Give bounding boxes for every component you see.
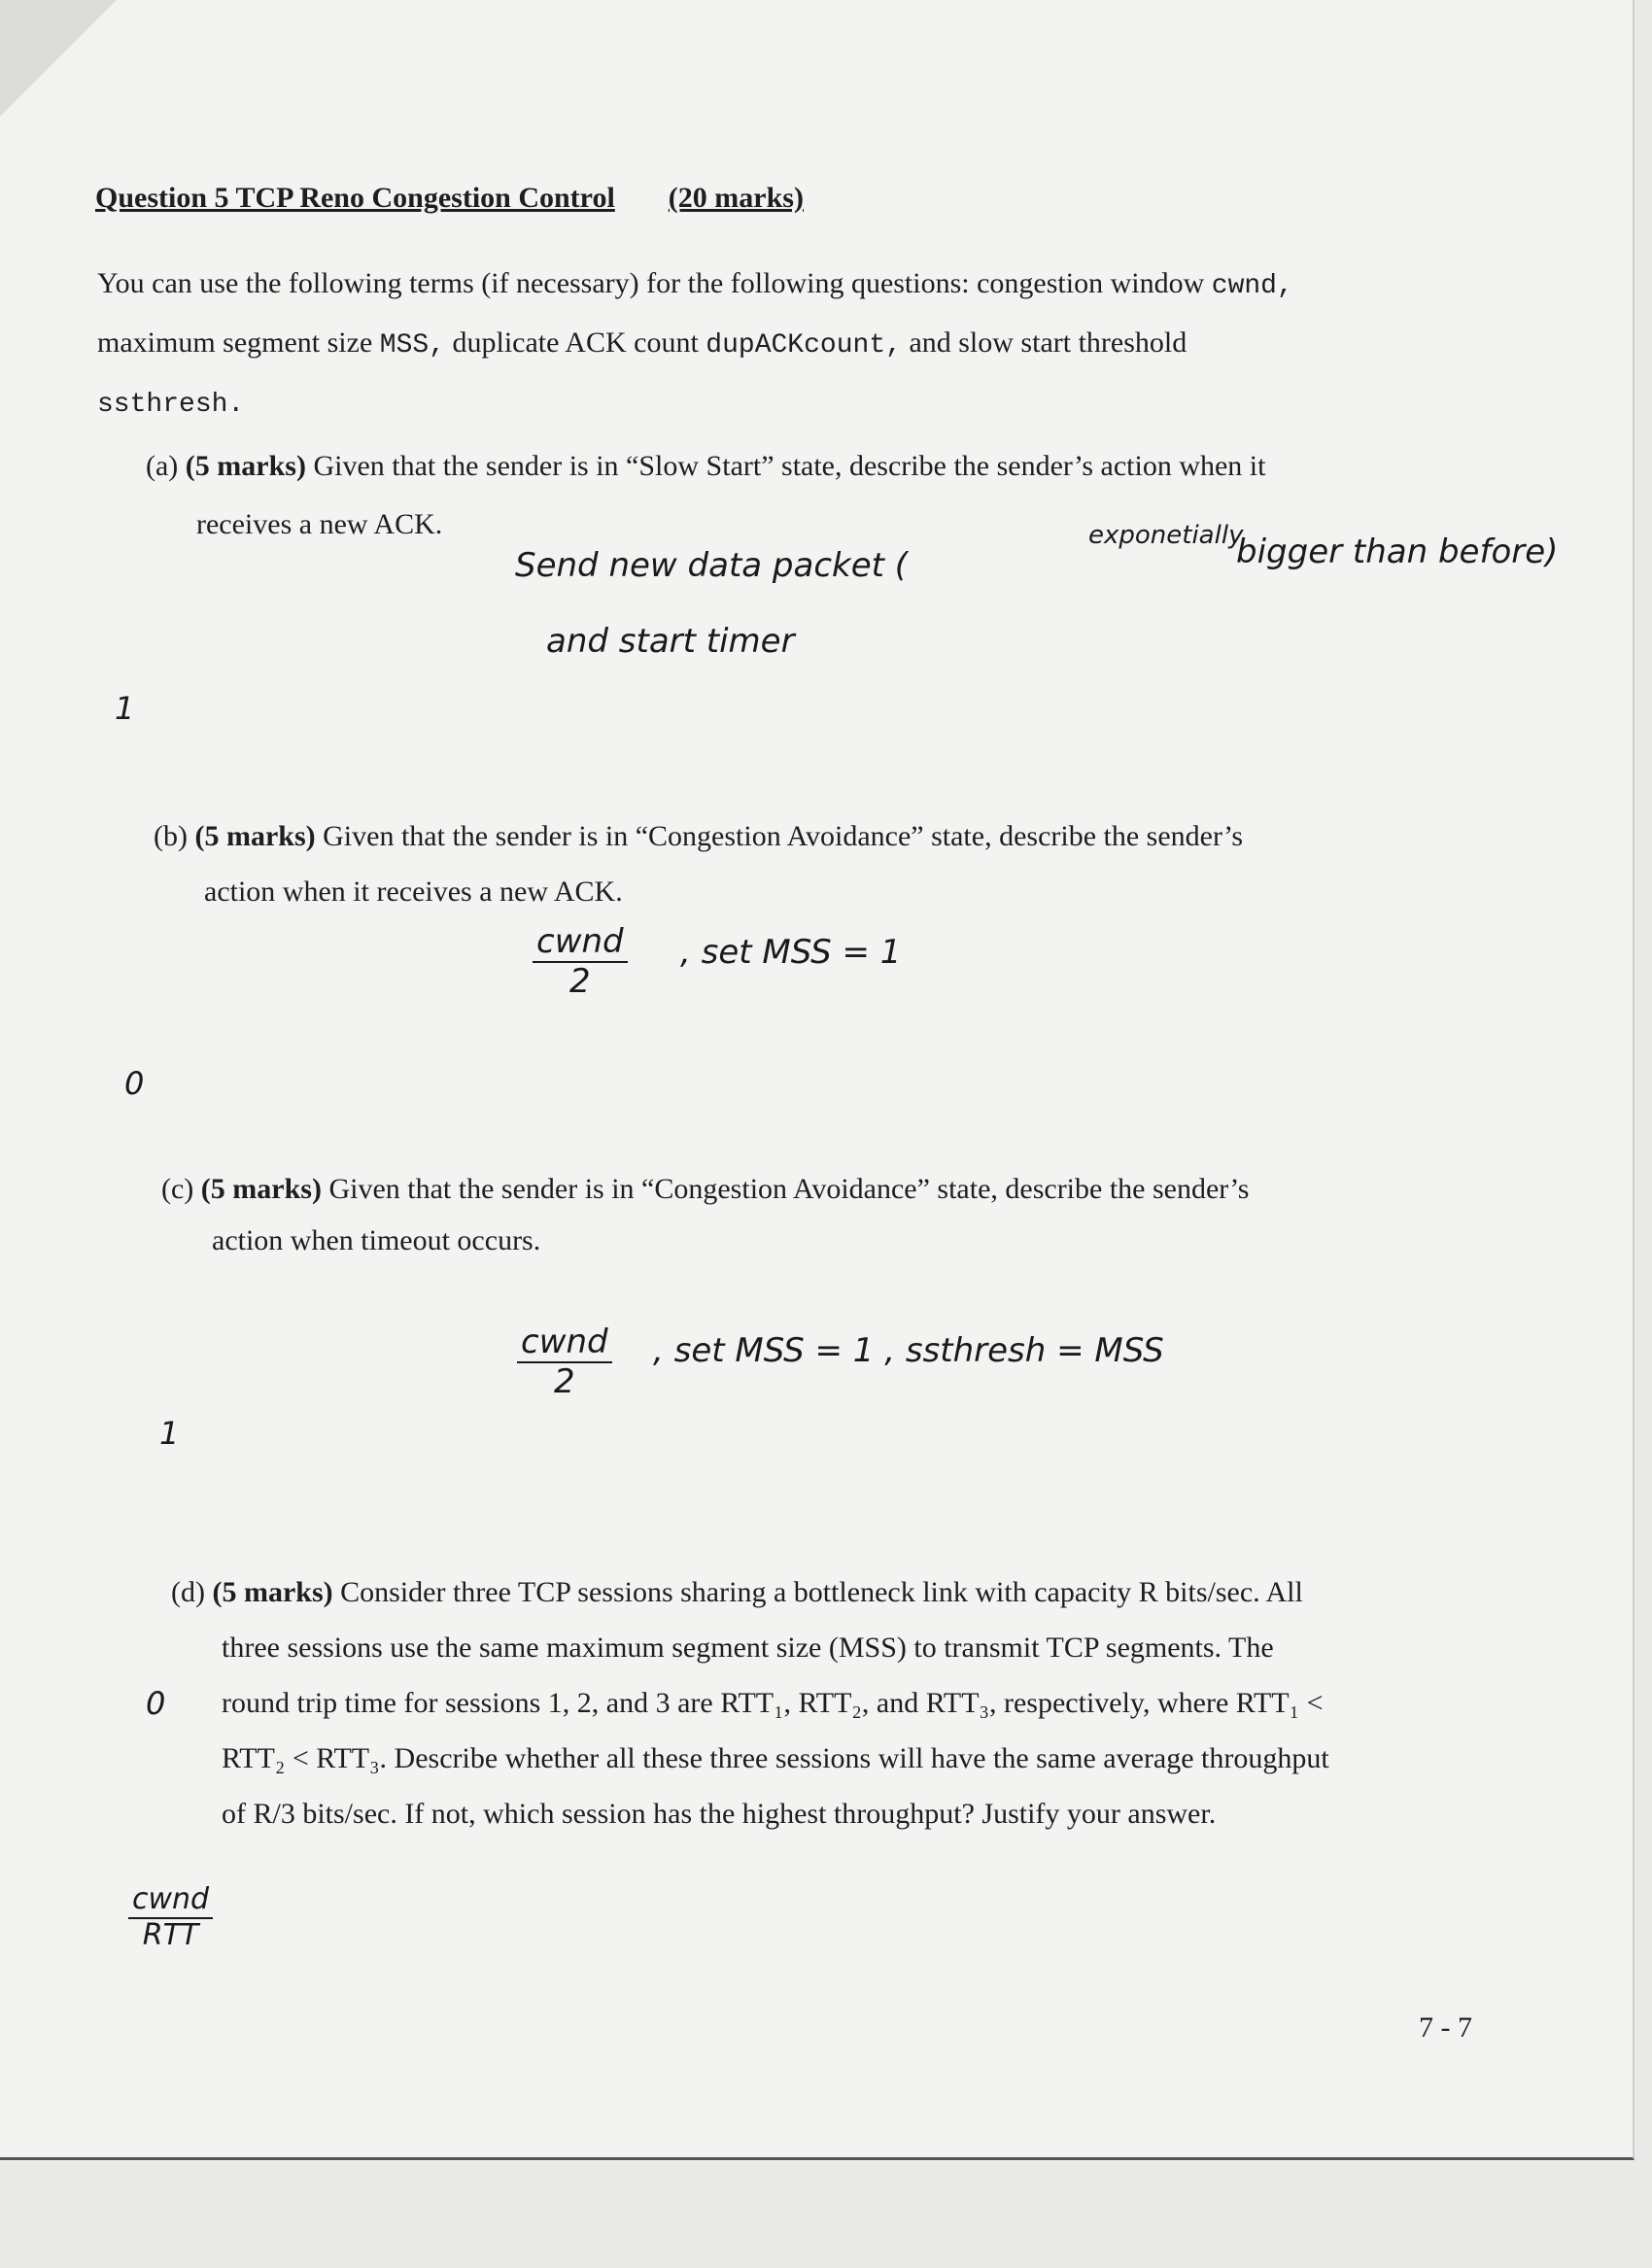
part-c-text-1: Given that the sender is in “Congestion Avoidance” state, describe the sender’s [321,1173,1250,1205]
intro-text-1: You can use the following terms (if necessary) for the following questions: congestion window [97,267,1212,299]
intro-text-2: maximum segment size [97,326,380,359]
term-mss: MSS, [379,330,445,361]
score-a: 1 [115,690,135,727]
answer-d-numerator: cwnd [128,1883,213,1919]
part-d-line-2: three sessions use the same maximum segment size (MSS) to transmit TCP segments. The [222,1632,1274,1664]
answer-b-rest: , set MSS = 1 [680,933,902,972]
part-d-label: (d) [171,1576,205,1608]
part-a-text-2: receives a new ACK. [196,508,443,540]
answer-a-line-2: and start timer [546,622,795,661]
intro-paragraph [97,255,1438,432]
answer-b-numerator: cwnd [533,923,628,963]
term-cwnd: cwnd, [1211,271,1293,301]
part-c [161,1164,1473,1266]
answer-c-rest: , set MSS = 1 , ssthresh = MSS [653,1331,1164,1370]
part-d-line-5: of R/3 bits/sec. If not, which session has the highest throughput? Justify your answer. [222,1798,1217,1830]
answer-d-denominator: RTT [142,1917,199,1952]
part-b-text-1: Given that the sender is in “Congestion Avoidance” state, describe the sender’s [315,820,1244,852]
question-marks: (20 marks) [668,182,804,214]
part-a-marks: (5 marks) [185,450,306,482]
part-c-text-2: action when timeout occurs. [212,1223,541,1256]
part-d-marks: (5 marks) [212,1576,333,1608]
answer-d-fraction [128,1883,213,1952]
term-dupackcount: dupACKcount, [706,330,902,361]
answer-a-line-1b: bigger than before) [1236,533,1559,571]
answer-c-denominator: 2 [554,1362,575,1402]
answer-c-fraction [517,1323,612,1401]
part-d [171,1564,1473,1841]
part-c-label: (c) [161,1173,194,1205]
answer-c-numerator: cwnd [517,1323,612,1363]
answer-b-fraction [533,923,628,1001]
part-d-line-3: round trip time for sessions 1, 2, and 3 are RTT₁, RTT₂, and RTT₃, respectively, where RTT₁ < [222,1687,1324,1719]
question-title [95,179,804,217]
score-c: 1 [159,1415,180,1452]
folded-corner [0,0,117,117]
part-b [154,808,1465,919]
part-b-label: (b) [154,820,188,852]
answer-b-denominator: 2 [569,962,591,1002]
answer-a-line-1: Send new data packet ( [515,546,909,585]
term-ssthresh: ssthresh. [97,390,245,420]
answer-a-above: exponetially [1088,521,1244,550]
part-d-line-4: RTT₂ < RTT₃. Describe whether all these three sessions will have the same average throughput [222,1742,1329,1774]
part-b-marks: (5 marks) [194,820,316,852]
part-a-label: (a) [146,450,179,482]
intro-text-3: duplicate ACK count [445,326,706,359]
score-b: 0 [124,1065,145,1102]
question-number-title: Question 5 TCP Reno Congestion Control [95,182,615,214]
score-d: 0 [146,1685,166,1722]
part-b-text-2: action when it receives a new ACK. [204,876,623,908]
intro-text-4: and slow start threshold [901,326,1187,359]
part-a-text-1: Given that the sender is in “Slow Start” state, describe the sender’s action when it [305,450,1266,482]
page-number: 7 - 7 [1419,2011,1472,2044]
part-d-line-1: Consider three TCP sessions sharing a bottleneck link with capacity R bits/sec. All [332,1576,1303,1608]
part-c-marks: (5 marks) [200,1173,322,1205]
